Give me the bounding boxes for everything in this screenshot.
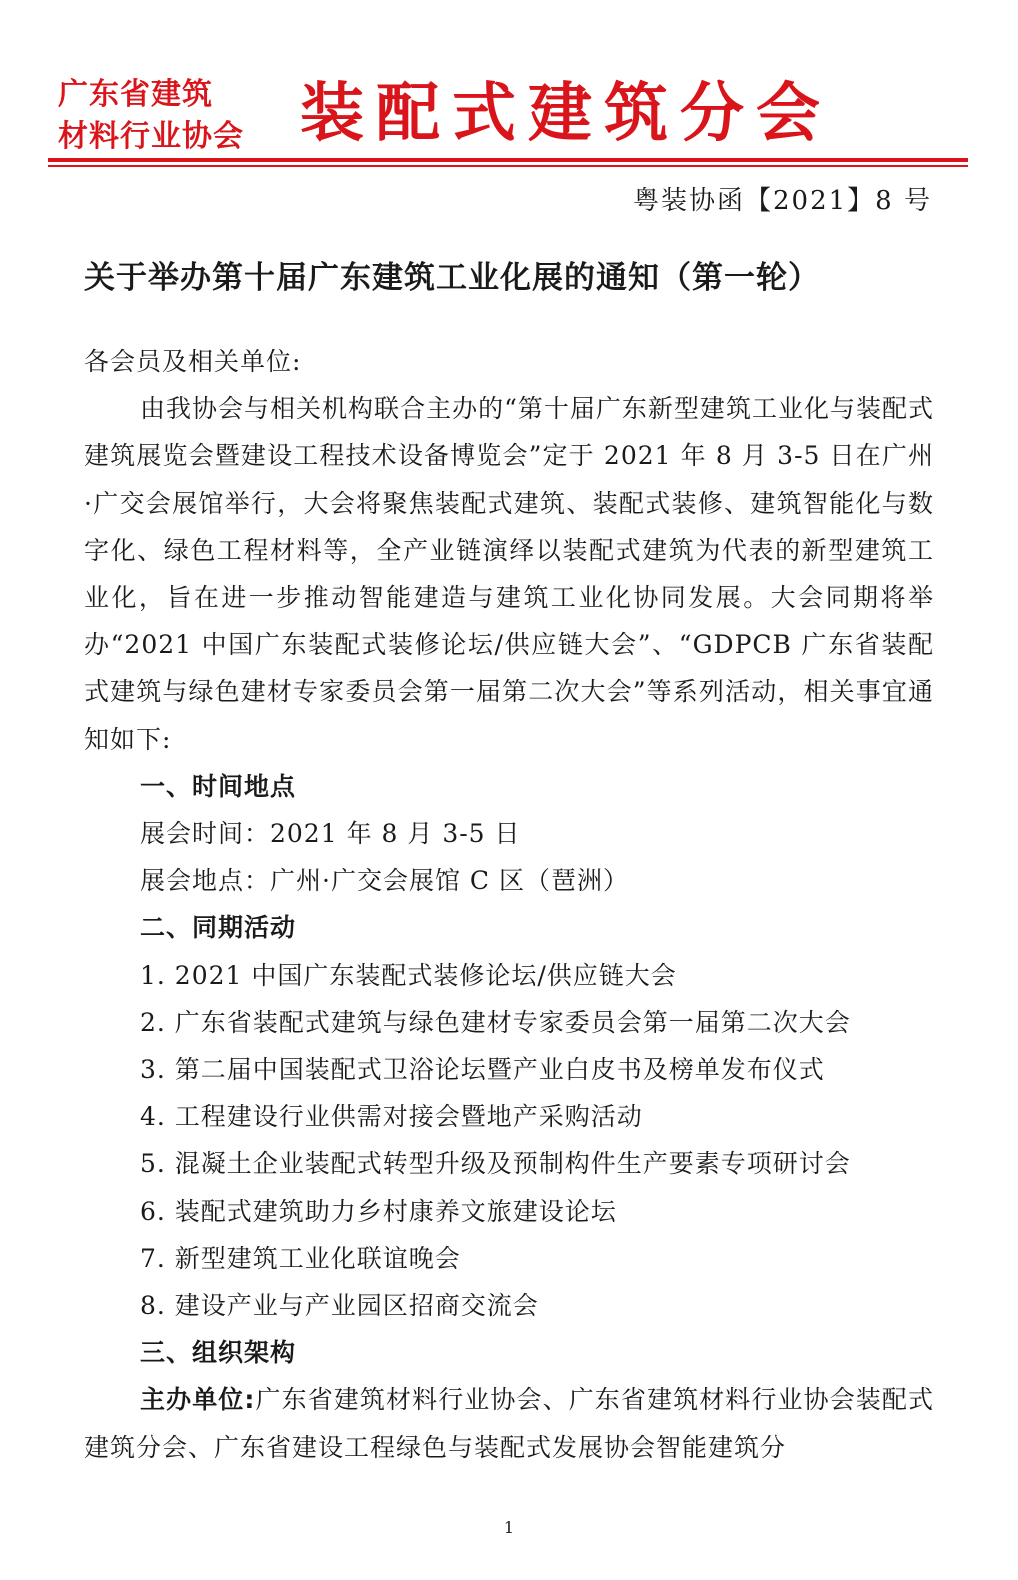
activity-item: 6. 装配式建筑助力乡村康养文旅建设论坛: [140, 1196, 617, 1226]
document-number: 粤装协函【2021】8 号: [633, 186, 932, 216]
letterhead: [48, 70, 968, 162]
exhibition-time: 展会时间：2021 年 8 月 3-5 日: [140, 819, 521, 849]
org-left-line2: 材料行业协会: [58, 119, 244, 154]
letterhead-org-right: 装配式建筑分会: [300, 77, 832, 151]
host-units-text: 广东省建筑材料行业协会、广东省建筑材料行业协会装配式建筑分会、广东省建设工程绿色与装配式发展协会智能建筑分: [84, 1385, 934, 1462]
exhibition-venue: 展会地点：广州·广交会展馆 C 区（琶洲）: [140, 866, 629, 896]
activity-item: 3. 第二届中国装配式卫浴论坛暨产业白皮书及榜单发布仪式: [140, 1055, 825, 1085]
org-left-line1: 广东省建筑: [58, 77, 213, 112]
activity-item: 7. 新型建筑工业化联谊晚会: [140, 1243, 461, 1273]
letterhead-divider-thick: [48, 158, 968, 162]
letterhead-org-left: [58, 74, 244, 158]
document-body: [84, 338, 934, 1471]
intro-paragraph: 由我协会与相关机构联合主办的“第十届广东新型建筑工业化与装配式建筑展览会暨建设工程技术设备博览会”定于 2021 年 8 月 3-5 日在广州·广交会展馆举行，大会将聚焦装配式建筑、装配式装修、建筑智能化与数字化、绿色工程材料等，全产业链演绎以装配式建筑为代表的新型建筑工业化，旨在进一步推动智能建造与建筑工业化协同发展。大会同期将举办“2021 中国广东装配式装修论坛/供应链大会”、“GDPCB 广东省装配式建筑与绿色建材专家委员会第一届第二次大会”等系列活动，相关事宜通知如下:: [84, 394, 934, 754]
activity-item: 5. 混凝土企业装配式转型升级及预制构件生产要素专项研讨会: [140, 1149, 851, 1179]
section-activities-heading: 二、同期活动: [140, 913, 297, 943]
section-time-location-heading: 一、时间地点: [140, 771, 297, 801]
host-units-label: 主办单位:: [140, 1385, 256, 1415]
salutation: 各会员及相关单位:: [84, 347, 302, 376]
activity-item: 2. 广东省装配式建筑与绿色建材专家委员会第一届第二次大会: [140, 1007, 851, 1037]
activity-item: 1. 2021 中国广东装配式装修论坛/供应链大会: [140, 960, 677, 990]
page-number: 1: [503, 1518, 515, 1537]
document-title: 关于举办第十届广东建筑工业化展的通知（第一轮）: [84, 260, 820, 296]
letterhead-divider-thin: [48, 165, 968, 167]
section-organization-heading: 三、组织架构: [140, 1338, 297, 1368]
host-units-paragraph: [84, 1376, 934, 1470]
activity-item: 4. 工程建设行业供需对接会暨地产采购活动: [140, 1102, 643, 1132]
activity-item: 8. 建设产业与产业园区招商交流会: [140, 1291, 539, 1321]
